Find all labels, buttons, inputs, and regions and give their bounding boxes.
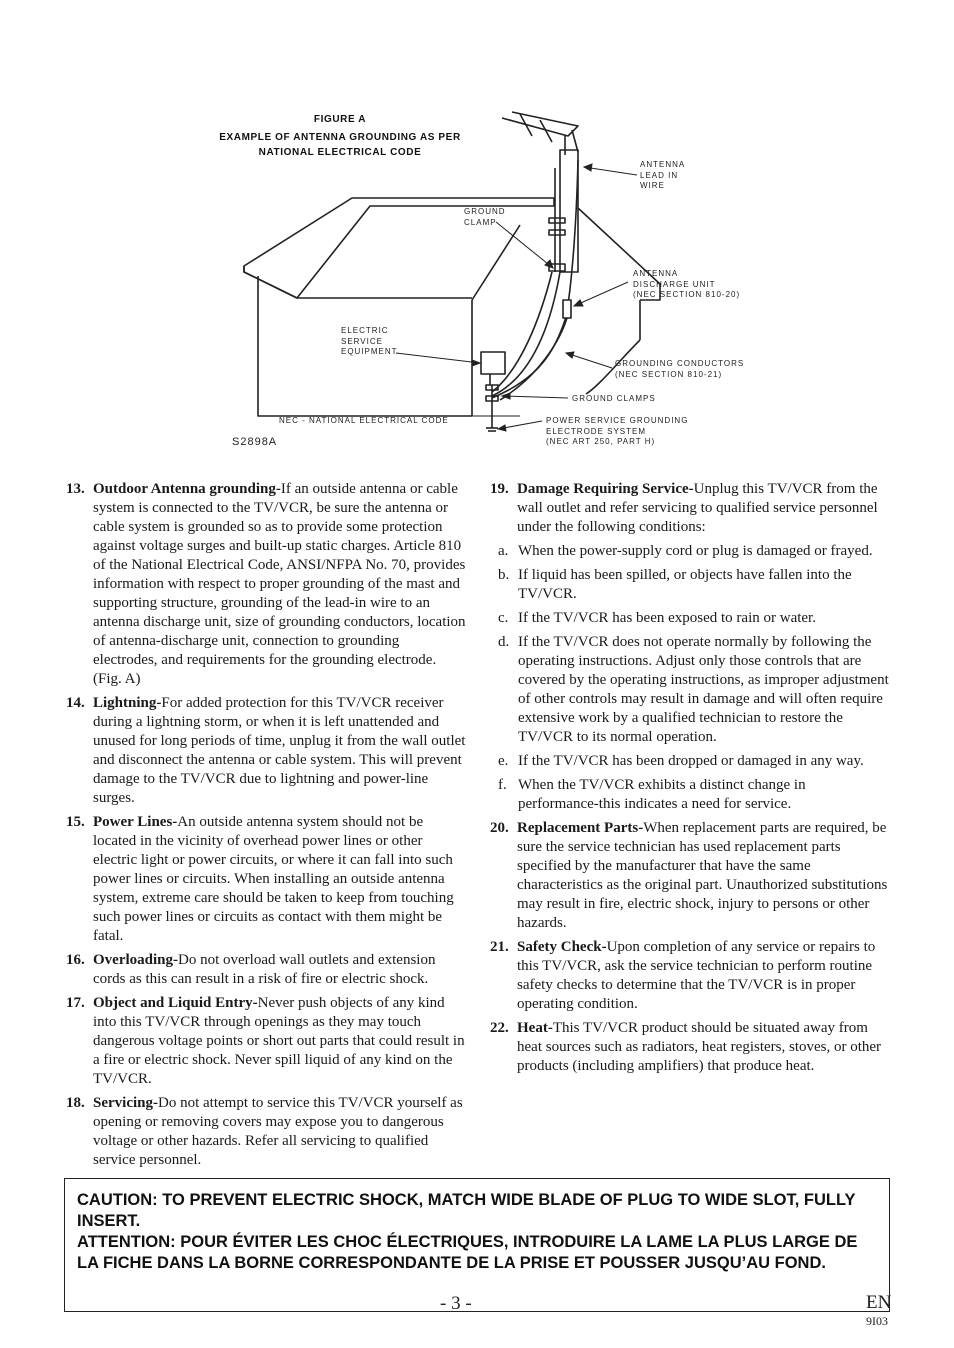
label-ground-clamps: GROUND CLAMPS: [572, 394, 656, 403]
instruction-18: 18. Servicing-Do not attempt to service this TV/VCR yourself as opening or removing covers may expose you to dangerous voltage or other hazards. Refer all servicing to qualified service personnel.: [66, 1095, 463, 1168]
instruction-19f: f. When the TV/VCR exhibits a distinct change in performance-this indicates a need for service.: [498, 777, 806, 812]
instruction-16: 16. Overloading-Do not overload wall outlets and extension cords as this can result in a risk of fire or electric shock.: [66, 952, 436, 987]
instruction-22: 22. Heat-This TV/VCR product should be situated away from heat sources such as radiators, heat registers, stoves, or other products (including amplifiers) that produce heat.: [490, 1020, 882, 1074]
instructions-left-column: [66, 480, 466, 1175]
caution-box: [64, 1178, 890, 1312]
label-power-service-grounding: POWER SERVICE GROUNDING ELECTRODE SYSTEM (NEC ART 250, PART H): [546, 416, 689, 446]
label-grounding-conductors: GROUNDING CONDUCTORS (NEC SECTION 810-21): [615, 359, 745, 379]
instruction-19: 19. Damage Requiring Service-Unplug this TV/VCR from the wall outlet and refer servicing to qualified service personnel under the following conditions:: [490, 481, 878, 535]
document-code: 9I03: [866, 1314, 888, 1328]
caution-french: ATTENTION: POUR ÉVITER LES CHOC ÉLECTRIQUES, INTRODUIRE LA LAME LA PLUS LARGE DE LA FICHE DANS LA BORNE CORRESPONDANTE DE LA PRISE ET POUSSER JUSQU’AU FOND.: [77, 1233, 858, 1272]
figure-title-line2: NATIONAL ELECTRICAL CODE: [258, 147, 422, 158]
instruction-20: 20. Replacement Parts-When replacement parts are required, be sure the service technician has used replacement parts specified by the manufacturer that have the same characteristics as the original part. Unauthorized substitutions may result in fire, electric shock, injury to persons or other hazards.: [490, 820, 888, 931]
label-antenna-lead-in-wire: ANTENNA LEAD IN WIRE: [640, 160, 686, 190]
instruction-17: 17. Object and Liquid Entry-Never push objects of any kind into this TV/VCR through openings as they may touch dangerous voltage points or short out parts that could result in a fire or electric shock. Never spill liquid of any kind on the TV/VCR.: [66, 995, 465, 1087]
instruction-21: 21. Safety Check-Upon completion of any service or repairs to this TV/VCR, ask the service technician to perform routine safety checks to determine that the TV/VCR is in proper operating condition.: [490, 939, 876, 1012]
instruction-19d: d. If the TV/VCR does not operate normally by following the operating instructions. Adjust only those controls that are covered by the operating instructions, as improper adjustment of other controls may result in damage and will often require extensive work by a qualified technician to restore the TV/VCR to its normal operation.: [498, 634, 889, 745]
instruction-19c: c. If the TV/VCR has been exposed to rain or water.: [498, 610, 816, 626]
label-antenna-discharge-unit: ANTENNA DISCHARGE UNIT (NEC SECTION 810-20): [633, 269, 741, 299]
page-number: - 3 -: [440, 1293, 472, 1314]
figure-title-line1: EXAMPLE OF ANTENNA GROUNDING AS PER: [219, 132, 461, 143]
label-ground-clamp: GROUND CLAMP: [464, 207, 506, 227]
figure-code: S2898A: [232, 436, 278, 448]
instruction-19e: e. If the TV/VCR has been dropped or damaged in any way.: [498, 753, 864, 769]
label-electric-service-equipment: ELECTRIC SERVICE EQUIPMENT: [341, 326, 398, 356]
language-code: EN: [866, 1292, 892, 1313]
instruction-19a: a. When the power-supply cord or plug is damaged or frayed.: [498, 543, 873, 559]
antenna-grounding-diagram: [0, 0, 954, 470]
instructions-right-column: [490, 480, 890, 1081]
instruction-15: 15. Power Lines-An outside antenna system should not be located in the vicinity of overhead power lines or other electric light or power circuits, or where it can fall into such power lines or circuits. When installing an outside antenna system, extreme care should be taken to keep from touching such power lines or circuits as contact with them might be fatal.: [66, 814, 454, 944]
instruction-19b: b. If liquid has been spilled, or objects have fallen into the TV/VCR.: [498, 567, 852, 602]
instruction-14: 14. Lightning-For added protection for this TV/VCR receiver during a lightning storm, or when it is left unattended and unused for long periods of time, unplug it from the wall outlet and disconnect the antenna or cable system. This will prevent damage to the TV/VCR due to lightning and power-line surges.: [66, 695, 466, 806]
caution-english: CAUTION: TO PREVENT ELECTRIC SHOCK, MATCH WIDE BLADE OF PLUG TO WIDE SLOT, FULLY INSERT.: [77, 1191, 856, 1230]
instruction-13: 13. Outdoor Antenna grounding-If an outside antenna or cable system is connected to the TV/VCR, be sure the antenna or cable system is grounded so as to provide some protection against voltage surges and built-up static charges. Article 810 of the National Electrical Code, ANSI/NFPA No. 70, provides information with respect to proper grounding of the mast and supporting structure, grounding of the lead-in wire to an antenna discharge unit, size of grounding conductors, location of antenna-discharge unit, connection to grounding electrodes, and requirements for the grounding electrode. (Fig. A): [66, 481, 466, 687]
label-nec: NEC - NATIONAL ELECTRICAL CODE: [279, 416, 449, 425]
figure-label: FIGURE A: [313, 114, 367, 125]
